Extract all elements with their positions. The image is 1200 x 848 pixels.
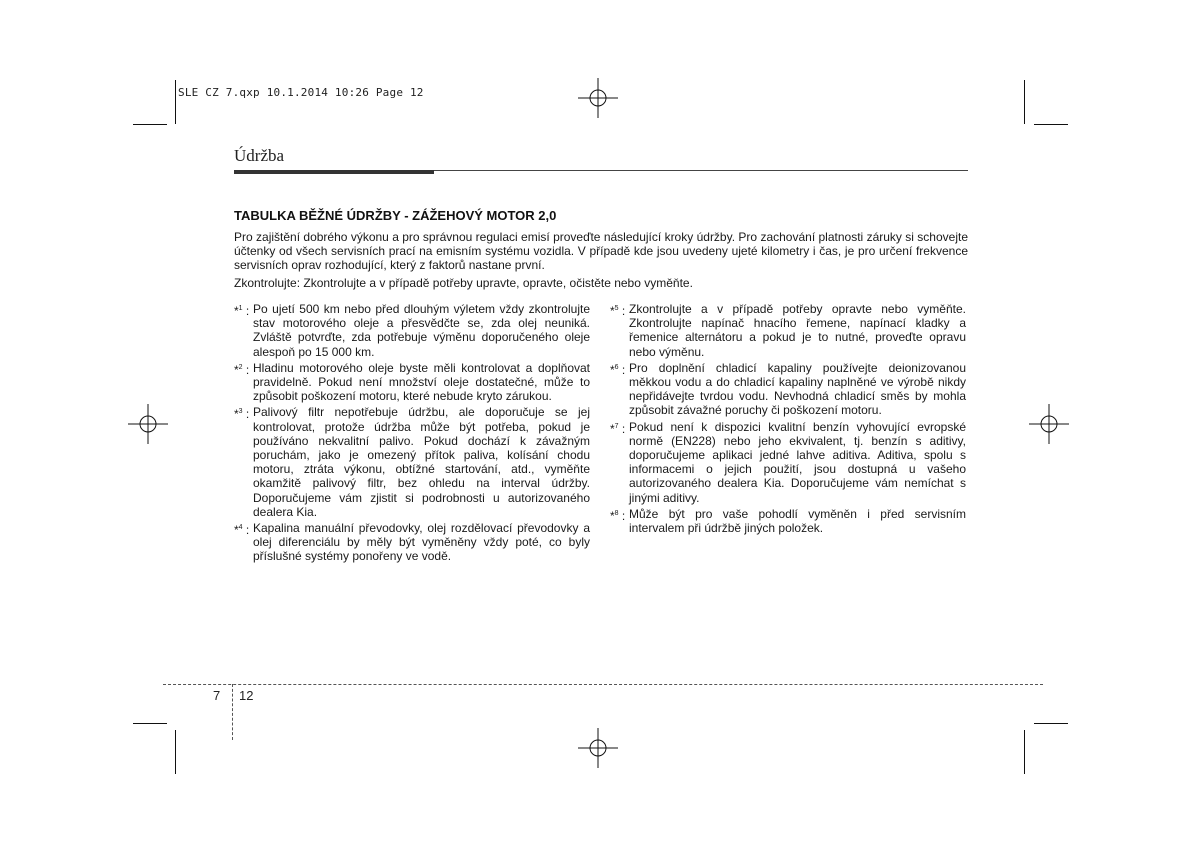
footnote-item — [234, 521, 590, 564]
footnote-text: Po ujetí 500 km nebo před dlouhým výletem vždy zkontrolujte stav motorového oleje a přesvědčte se, zda olej neuniká. Zvláště potvrďte, zda potřebuje výměnu doporučeného oleje alespoň po 15 000 km. — [253, 302, 590, 359]
footnote-text: Hladinu motorového oleje byste měli kontrolovat a doplňovat pravidelně. Pokud není množství oleje dostatečné, může to způsobit poškození motoru, které nebude kryto zárukou. — [253, 360, 590, 404]
crop-mark — [175, 80, 176, 124]
footer-divider — [163, 684, 1043, 685]
page-number-divider — [232, 684, 233, 740]
crop-mark — [133, 124, 167, 125]
check-definition: Zkontrolujte: Zkontrolujte a v případě potřeby upravte, opravte, očistěte nebo vyměňte. — [234, 276, 693, 290]
header-rule-accent — [234, 170, 434, 174]
footnote-marker: *$^3$ : — [234, 407, 250, 422]
footnote-item — [234, 405, 590, 519]
registration-mark-icon — [128, 404, 168, 444]
crop-mark — [1024, 730, 1025, 774]
footnote-marker: *$^6$ : — [610, 362, 626, 377]
registration-mark-icon — [578, 728, 618, 768]
crop-mark — [1034, 124, 1068, 125]
intro-paragraph: Pro zajištění dobrého výkonu a pro správnou regulaci emisí proveďte následující kroky údržby. Pro zachování platnosti záruky si schovejte účtenky od všech servisních prací na emisním systému vozidla. V případě kde jsou uvedeny ujeté kilometry i čas, je pro určení frekvence servisních oprav rozhodující, který z faktorů nastane první. — [234, 230, 968, 272]
footnote-marker: *$^5$ : — [610, 304, 626, 318]
footnote-marker: *$^2$ : — [234, 362, 250, 377]
crop-mark — [133, 723, 167, 724]
page-heading: TABULKA BĚŽNÉ ÚDRŽBY - ZÁŽEHOVÝ MOTOR 2,0 — [234, 208, 557, 223]
crop-mark — [1034, 723, 1068, 724]
notes-column-right — [610, 302, 966, 537]
print-slug: SLE CZ 7.qxp 10.1.2014 10:26 Page 12 — [178, 86, 424, 99]
notes-column-left — [234, 302, 590, 566]
footnote-item — [610, 420, 966, 505]
registration-mark-icon — [578, 78, 618, 118]
footnote-text: Kapalina manuální převodovky, olej rozdělovací převodovky a olej diferenciálu by měly být vyměněny vždy poté, co byly příslušné systémy ponořeny ve vodě. — [253, 521, 590, 564]
footnote-marker: *$^4$ : — [234, 523, 250, 538]
footnote-text: Pro doplnění chladicí kapaliny používejte deionizovanou měkkou vodu a do chladicí kapaliny naplněné ve výrobě nikdy nepřidávejte tvrdou vodu. Nevhodná chladicí směs by mohla způsobit závažné poruchy či poškození motoru. — [629, 360, 966, 418]
registration-mark-icon — [1029, 404, 1069, 444]
section-title: Údržba — [234, 146, 285, 165]
chapter-number: 7 — [213, 688, 221, 703]
footnote-marker: *$^8$ : — [610, 508, 626, 523]
footnote-item — [610, 507, 966, 535]
footnote-item — [234, 302, 590, 359]
crop-mark — [1024, 80, 1025, 124]
footnote-item — [610, 361, 966, 418]
footnote-item — [234, 361, 590, 404]
footnote-item — [610, 302, 966, 359]
footnote-text: Palivový filtr nepotřebuje údržbu, ale doporučuje se jej kontrolovat, protože údržba může být potřeba, pokud je používáno nekvalitní palivo. Pokud dochází k závažným poruchám, jako je omezený přítok paliva, kolísání chodu motoru, ztráta výkonu, obtížné startování, atd., vyměňte okamžitě palivový filtr, bez ohledu na interval údržby. Doporučujeme vám zjistit si podrobnosti u autorizovaného dealera Kia. — [253, 405, 590, 519]
footnote-marker: *$^7$ : — [610, 421, 626, 436]
footnote-text: Může být pro vaše pohodlí vyměněn i před servisním intervalem při údržbě jiných položek. — [629, 506, 966, 536]
footnote-text: Zkontrolujte a v případě potřeby opravte nebo vyměňte. Zkontrolujte napínač hnacího řemene, napínací kladky a řemenice alternátoru a pokud je to nutné, proveďte opravu nebo výměnu. — [629, 302, 966, 359]
footnote-marker: *$^1$ : — [234, 304, 250, 318]
page-number: 12 — [239, 688, 254, 703]
footnote-text: Pokud není k dispozici kvalitní benzín vyhovující evropské normě (EN228) nebo jeho ekvivalent, tj. benzín s aditivy, doporučujeme aplikaci jedné lahve aditiva. Aditiva, spolu s informacemi o jejich použití, jsou dostupná u vašeho autorizovaného dealera Kia. Doporučujeme vám nemíchat s jinými aditivy. — [629, 419, 966, 505]
crop-mark — [175, 730, 176, 774]
